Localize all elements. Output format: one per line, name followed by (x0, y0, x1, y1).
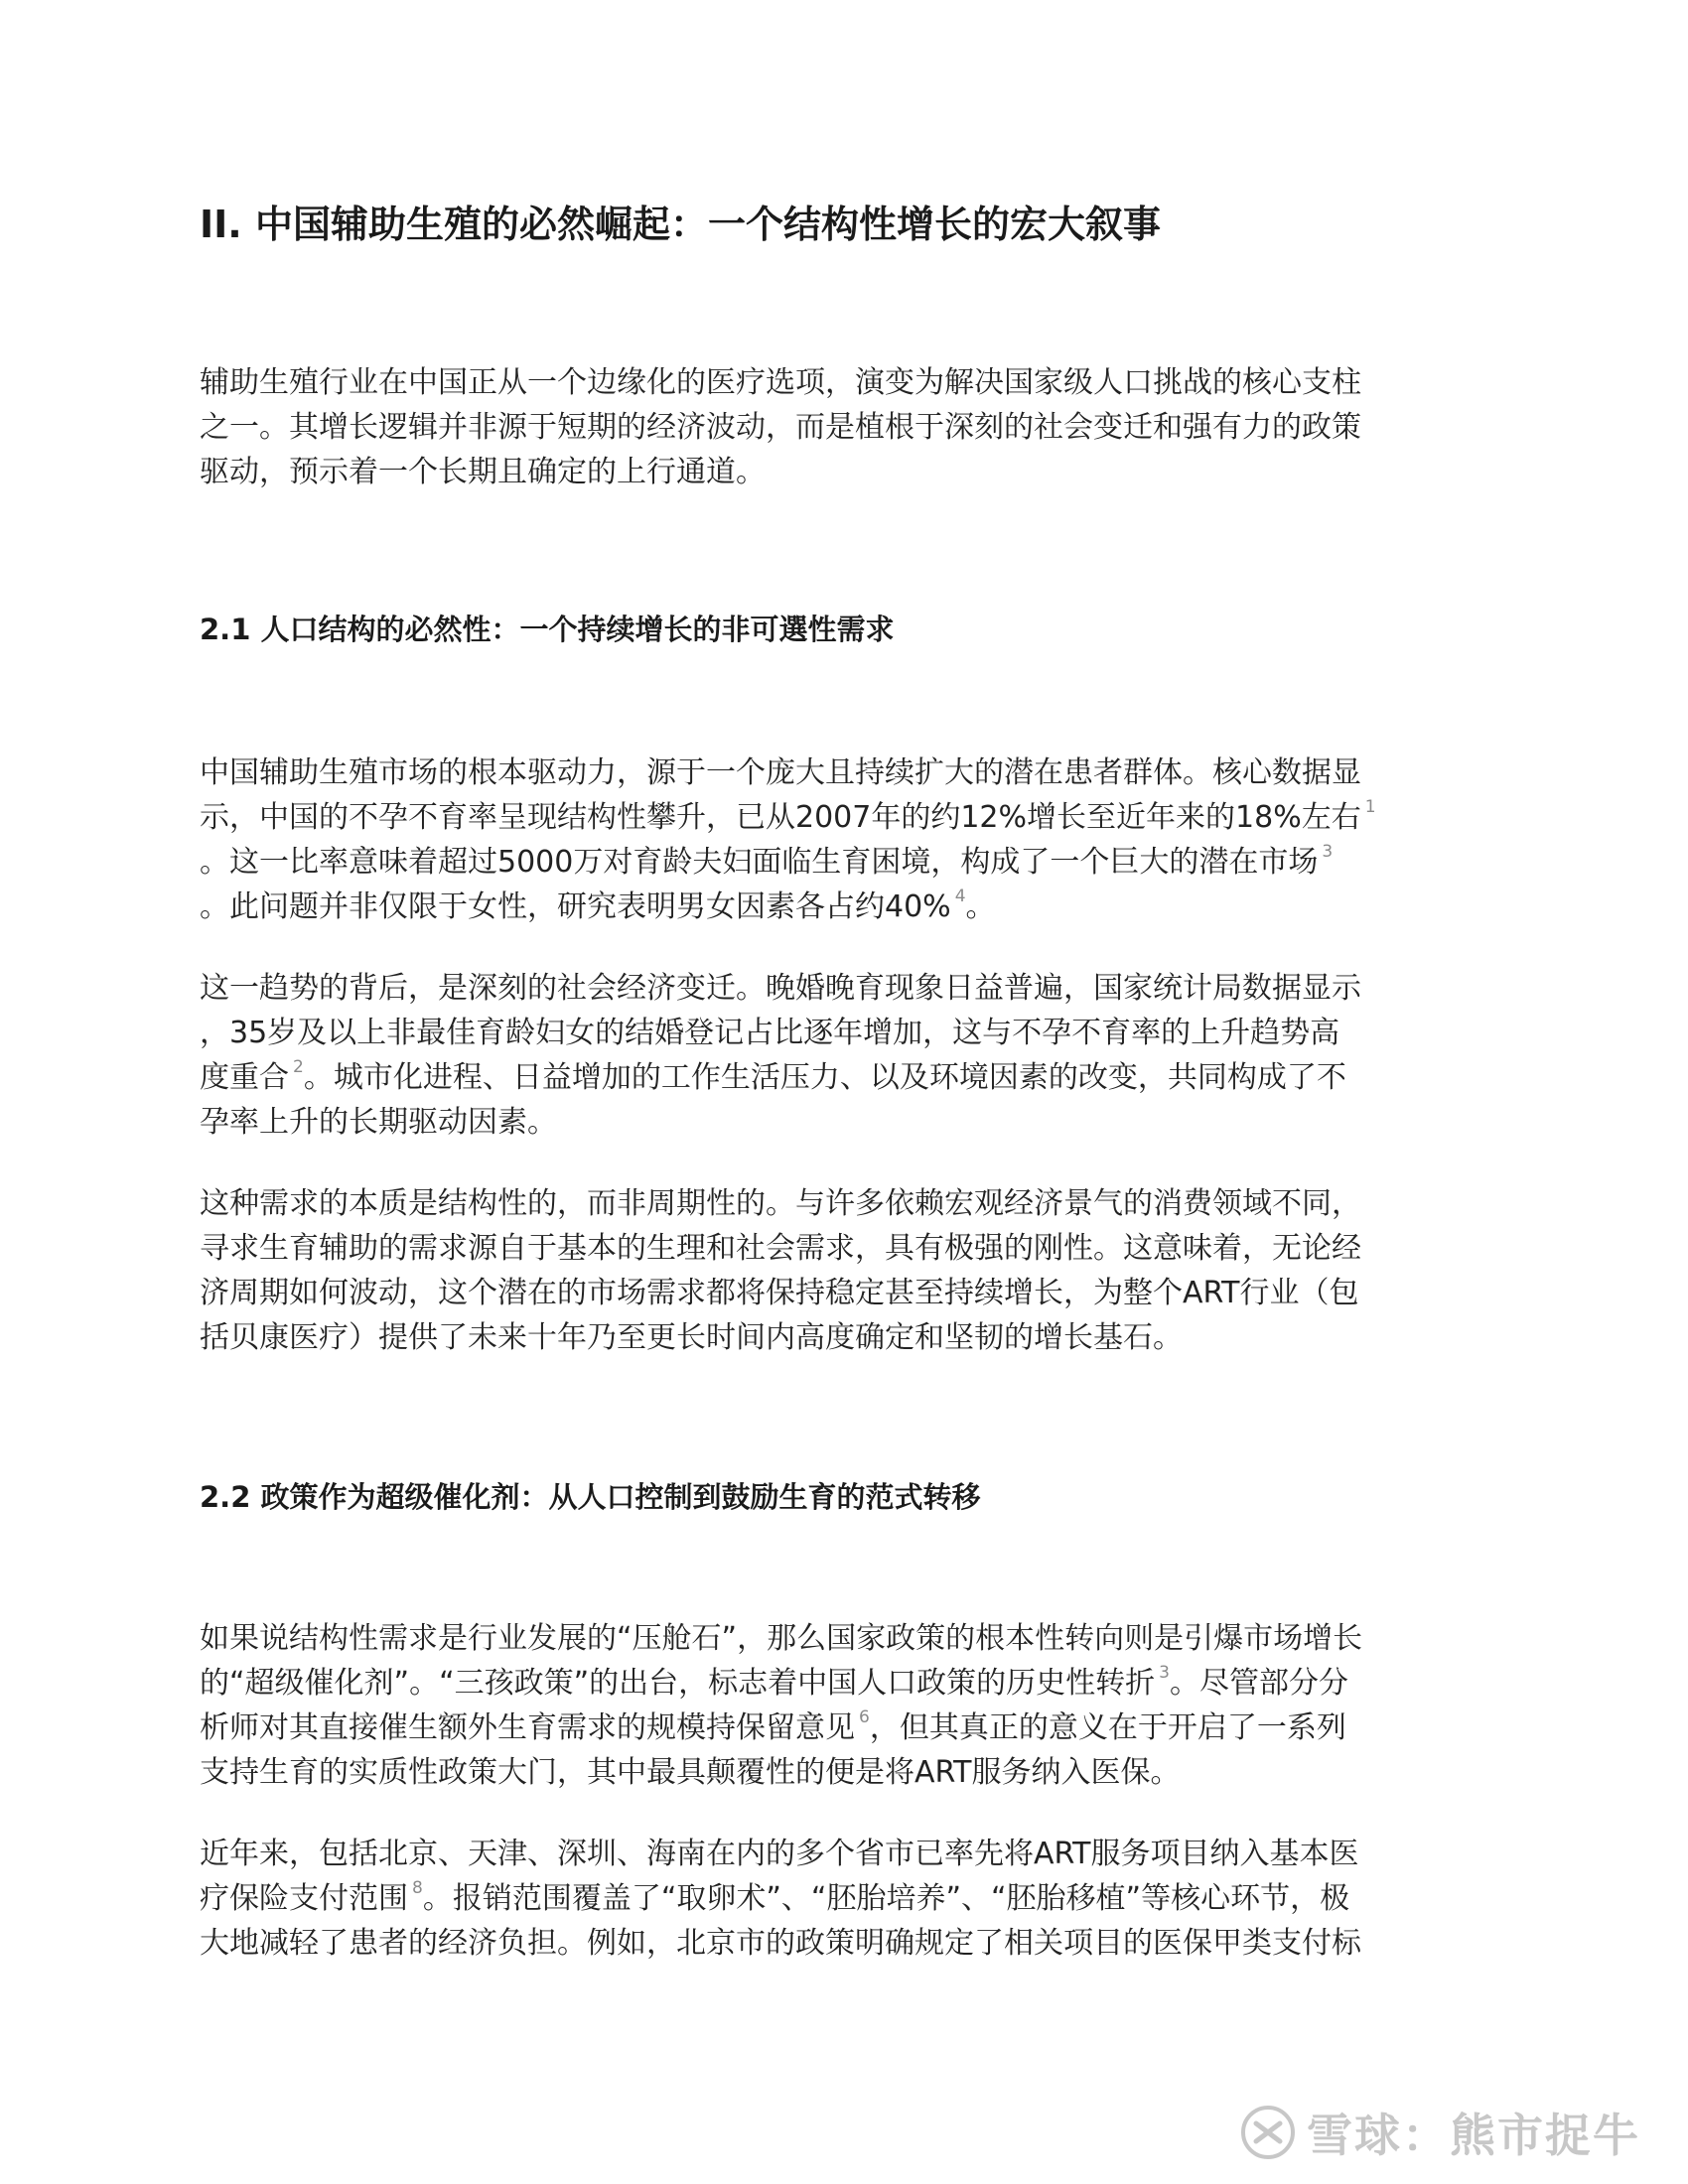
xueqiu-snowball-logo-icon (1239, 2104, 1297, 2161)
intro-paragraph (200, 360, 1500, 494)
intro-line: 之一。其增长逻辑并非源于短期的经济波动，而是植根于深刻的社会变迁和强有力的政策 (200, 410, 1361, 445)
line-text: 的“超级催化剂”。“三孩政策”的出台，标志着中国人口政策的历史性转折 (200, 1666, 1156, 1701)
paragraph-line: 济周期如何波动，这个潜在的市场需求都将保持稳定甚至持续增长，为整个ART行业（包 (200, 1276, 1359, 1310)
section-2-1-paragraph-2 (200, 966, 1500, 1145)
line-text: 。此问题并非仅限于女性，研究表明男女因素各占约40% (200, 889, 951, 924)
page-heading: II. 中国辅助生殖的必然崛起：一个结构性增长的宏大叙事 (200, 203, 1161, 246)
footnote-ref[interactable]: 6 (859, 1707, 870, 1727)
footnote-ref[interactable]: 3 (1322, 842, 1334, 862)
line-text: 疗保险支付范围 (200, 1881, 408, 1916)
footnote-ref[interactable]: 1 (1364, 797, 1376, 817)
paragraph-line (200, 885, 1500, 929)
intro-line: 驱动，预示着一个长期且确定的上行通道。 (200, 455, 766, 489)
section-2-2-heading: 2.2 政策作为超级催化剂：从人口控制到鼓励生育的范式转移 (200, 1480, 981, 1514)
line-text: 析师对其直接催生额外生育需求的规模持保留意见 (200, 1710, 855, 1745)
paragraph-line: 寻求生育辅助的需求源自于基本的生理和社会需求，具有极强的刚性。这意味着，无论经 (200, 1231, 1361, 1266)
paragraph-line: 如果说结构性需求是行业发展的“压舱石”，那么国家政策的根本性转向则是引爆市场增长 (200, 1621, 1363, 1656)
footnote-ref[interactable]: 3 (1159, 1663, 1170, 1683)
section-2-1-paragraph-3 (200, 1181, 1500, 1360)
paragraph-line: 这种需求的本质是结构性的，而非周期性的。与许多依赖宏观经济景气的消费领域不同， (200, 1186, 1361, 1221)
line-text: 示，中国的不孕不育率呈现结构性攀升，已从2007年的约12%增长至近年来的18%左右 (200, 800, 1361, 835)
watermark-text: 雪球：熊市捉牛 (1307, 2109, 1640, 2162)
line-text: 度重合 (200, 1060, 289, 1095)
paragraph-line: 大地减轻了患者的经济负担。例如，北京市的政策明确规定了相关项目的医保甲类支付标 (200, 1926, 1361, 1961)
intro-line: 辅助生殖行业在中国正从一个边缘化的医疗选项，演变为解决国家级人口挑战的核心支柱 (200, 365, 1361, 400)
line-text: 。尽管部分分 (1170, 1666, 1348, 1701)
section-2-2-paragraph-2 (200, 1832, 1500, 1966)
paragraph-line (200, 1055, 1500, 1100)
footnote-ref[interactable]: 2 (293, 1057, 304, 1077)
watermark (1239, 2098, 1640, 2167)
paragraph-line (200, 840, 1500, 885)
footnote-ref[interactable]: 4 (954, 887, 966, 906)
paragraph-line: ，35岁及以上非最佳育龄妇女的结婚登记占比逐年增加，这与不孕不育率的上升趋势高 (200, 1016, 1340, 1050)
line-text: 。城市化进程、日益增加的工作生活压力、以及环境因素的改变，共同构成了不 (303, 1060, 1346, 1095)
footnote-ref[interactable]: 8 (412, 1878, 423, 1898)
paragraph-line (200, 1706, 1500, 1750)
paragraph-line: 孕率上升的长期驱动因素。 (200, 1105, 557, 1140)
paragraph-line: 这一趋势的背后，是深刻的社会经济变迁。晚婚晚育现象日益普遍，国家统计局数据显示 (200, 971, 1361, 1006)
paragraph-line: 支持生育的实质性政策大门，其中最具颠覆性的便是将ART服务纳入医保。 (200, 1755, 1181, 1790)
section-2-1-paragraph-1 (200, 751, 1500, 929)
section-2-1-heading: 2.1 人口结构的必然性：一个持续增长的非可選性需求 (200, 613, 895, 646)
section-2-2-paragraph-1 (200, 1616, 1500, 1795)
paragraph-line: 中国辅助生殖市场的根本驱动力，源于一个庞大且持续扩大的潜在患者群体。核心数据显 (200, 755, 1361, 790)
paragraph-line (200, 795, 1500, 840)
paragraph-line: 近年来，包括北京、天津、深圳、海南在内的多个省市已率先将ART服务项目纳入基本医 (200, 1837, 1359, 1871)
line-text: ，但其真正的意义在于开启了一系列 (869, 1710, 1346, 1745)
paragraph-line (200, 1876, 1500, 1921)
line-text: 。报销范围覆盖了“取卵术”、“胚胎培养”、“胚胎移植”等核心环节，极 (422, 1881, 1350, 1916)
paragraph-line (200, 1661, 1500, 1706)
paragraph-line: 括贝康医疗）提供了未来十年乃至更长时间内高度确定和坚韧的增长基石。 (200, 1320, 1183, 1355)
line-text: 。 (965, 889, 996, 924)
line-text: 。这一比率意味着超过5000万对育龄夫妇面临生育困境，构成了一个巨大的潜在市场 (200, 845, 1319, 880)
